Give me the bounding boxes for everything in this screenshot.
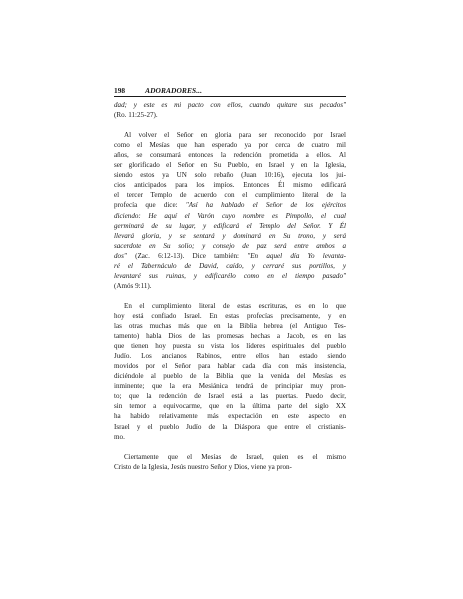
text-line <box>114 261 346 271</box>
text-line <box>114 301 346 311</box>
roman-text: hoy está confiado Israel. En estas profecías precisamente, y en <box>114 311 346 320</box>
italic-text: "En aquel día Yo levanta- <box>247 251 346 260</box>
text-line <box>114 190 346 200</box>
text-line <box>114 351 346 361</box>
paragraph-gap <box>114 120 346 130</box>
roman-text: como el Mesías que han esperado ya por cerca de cuatro mil <box>114 141 346 150</box>
page-number: 198 <box>114 86 126 95</box>
text-line <box>114 331 346 341</box>
text-line <box>114 462 346 472</box>
book-page <box>114 86 346 472</box>
paragraph <box>114 100 346 120</box>
text-line <box>114 432 346 442</box>
text-line <box>114 311 346 321</box>
italic-text: ré el Tabernáculo de David, caído, y cerraré sus portillos, y <box>114 261 346 270</box>
text-line <box>114 100 346 110</box>
text-line <box>114 422 346 432</box>
italic-text: levantaré sus ruinas, y edificarélo como en el tiempo pasado" <box>114 271 346 280</box>
italic-text: diciendo: He aquí el Varón cuyo nombre es Pimpollo, el cual <box>114 211 346 220</box>
text-line <box>114 200 346 210</box>
italic-text: llevará gloria, y se sentará y dominará en Su trono, y será <box>114 231 346 240</box>
text-line <box>114 321 346 331</box>
text-line <box>114 241 346 251</box>
text-line <box>114 211 346 221</box>
roman-text: cios anticipados para los impíos. Entonces Él mismo edificará <box>114 181 346 190</box>
roman-text: ha habido relativamente más expectación en este aspecto en <box>114 412 346 421</box>
text-line <box>114 180 346 190</box>
text-line <box>114 271 346 281</box>
roman-text: Al volver el Señor en gloria para ser reconocido por Israel <box>124 131 346 140</box>
italic-text: sacerdote en Su solio; y consejo de paz será entre ambos a <box>114 241 346 250</box>
roman-text: diciéndole al pueblo de la Biblia que la venida del Mesías es <box>114 372 346 381</box>
text-line <box>114 281 346 291</box>
body-text <box>114 100 346 472</box>
text-line <box>114 221 346 231</box>
paragraph <box>114 452 346 472</box>
roman-text: años, se consumará entonces la redención prometida a ellos. Al <box>114 151 346 160</box>
text-line <box>114 110 346 120</box>
text-line <box>114 130 346 140</box>
roman-text: siendo estos ya UN solo rebaño (Juan 10:16), ejecuta los jui- <box>114 171 346 180</box>
roman-text: profecía que dice: <box>114 201 186 210</box>
italic-text: dad; y este es mi pacto con ellos, cuando quitare sus pecados" <box>114 101 346 109</box>
roman-text: sin temor a equivocarme, que en la última parte del siglo XX <box>114 402 346 411</box>
text-line <box>114 170 346 180</box>
roman-text: En el cumplimiento literal de estas escrituras, es en lo que <box>124 301 346 310</box>
running-head <box>114 86 346 95</box>
roman-text: Ciertamente que el Mesías de Israel, quien es el mismo <box>124 452 346 461</box>
text-line <box>114 341 346 351</box>
text-line <box>114 140 346 150</box>
roman-text: el tercer Templo de acuerdo con el cumplimiento literal de la <box>114 191 346 200</box>
roman-text: (Ro. 11:25-27). <box>114 111 158 120</box>
text-line <box>114 391 346 401</box>
paragraph-gap <box>114 291 346 301</box>
running-title: ADORADORES... <box>145 86 203 95</box>
text-line <box>114 371 346 381</box>
paragraph-gap <box>114 442 346 452</box>
roman-text: mo. <box>114 432 125 441</box>
italic-text: "Así ha hablado el Señor de los ejércitos <box>185 201 347 210</box>
roman-text: (Amós 9:11). <box>114 281 152 290</box>
header-rule <box>114 96 346 97</box>
roman-text: que tienen hoy puesta su vista los líderes espirituales del pueblo <box>114 342 346 351</box>
text-line <box>114 401 346 411</box>
roman-text: Israel y el pueblo Judío de la Diáspora que entre el cristianis- <box>114 422 346 431</box>
text-line <box>114 231 346 241</box>
roman-text: (Zac. 6:12-13). Dice también: <box>126 251 248 260</box>
italic-text: dos" <box>114 251 127 260</box>
roman-text: Cristo de la Iglesia, Jesús nuestro Señor y Dios, viene ya pron- <box>114 462 292 471</box>
roman-text: inminente; que la era Mesiánica tendrá de principiar muy pron- <box>114 382 346 391</box>
text-line <box>114 150 346 160</box>
roman-text: to; que la redención de Israel está a las puertas. Puedo decir, <box>114 392 346 401</box>
text-line <box>114 411 346 421</box>
paragraph <box>114 130 346 291</box>
roman-text: tamento) habla Dios de las promesas hechas a Jacob, es en las <box>114 332 346 341</box>
text-line <box>114 361 346 371</box>
text-line <box>114 381 346 391</box>
roman-text: movidos por el Señor para hablar cada día con más insistencia, <box>114 362 346 371</box>
roman-text: ser glorificado el Señor en Su Pueblo, en Israel y en la Iglesia, <box>114 161 346 170</box>
paragraph <box>114 301 346 442</box>
roman-text: las otras muchas más que en la Biblia hebrea (el Antiguo Tes- <box>114 322 346 331</box>
text-line <box>114 160 346 170</box>
text-line <box>114 251 346 261</box>
roman-text: Judío. Los ancianos Rabinos, entre ellos han estado siendo <box>114 352 346 361</box>
text-line <box>114 452 346 462</box>
italic-text: germinará de su lugar, y edificará el Templo del Señor. Y Él <box>114 221 346 230</box>
